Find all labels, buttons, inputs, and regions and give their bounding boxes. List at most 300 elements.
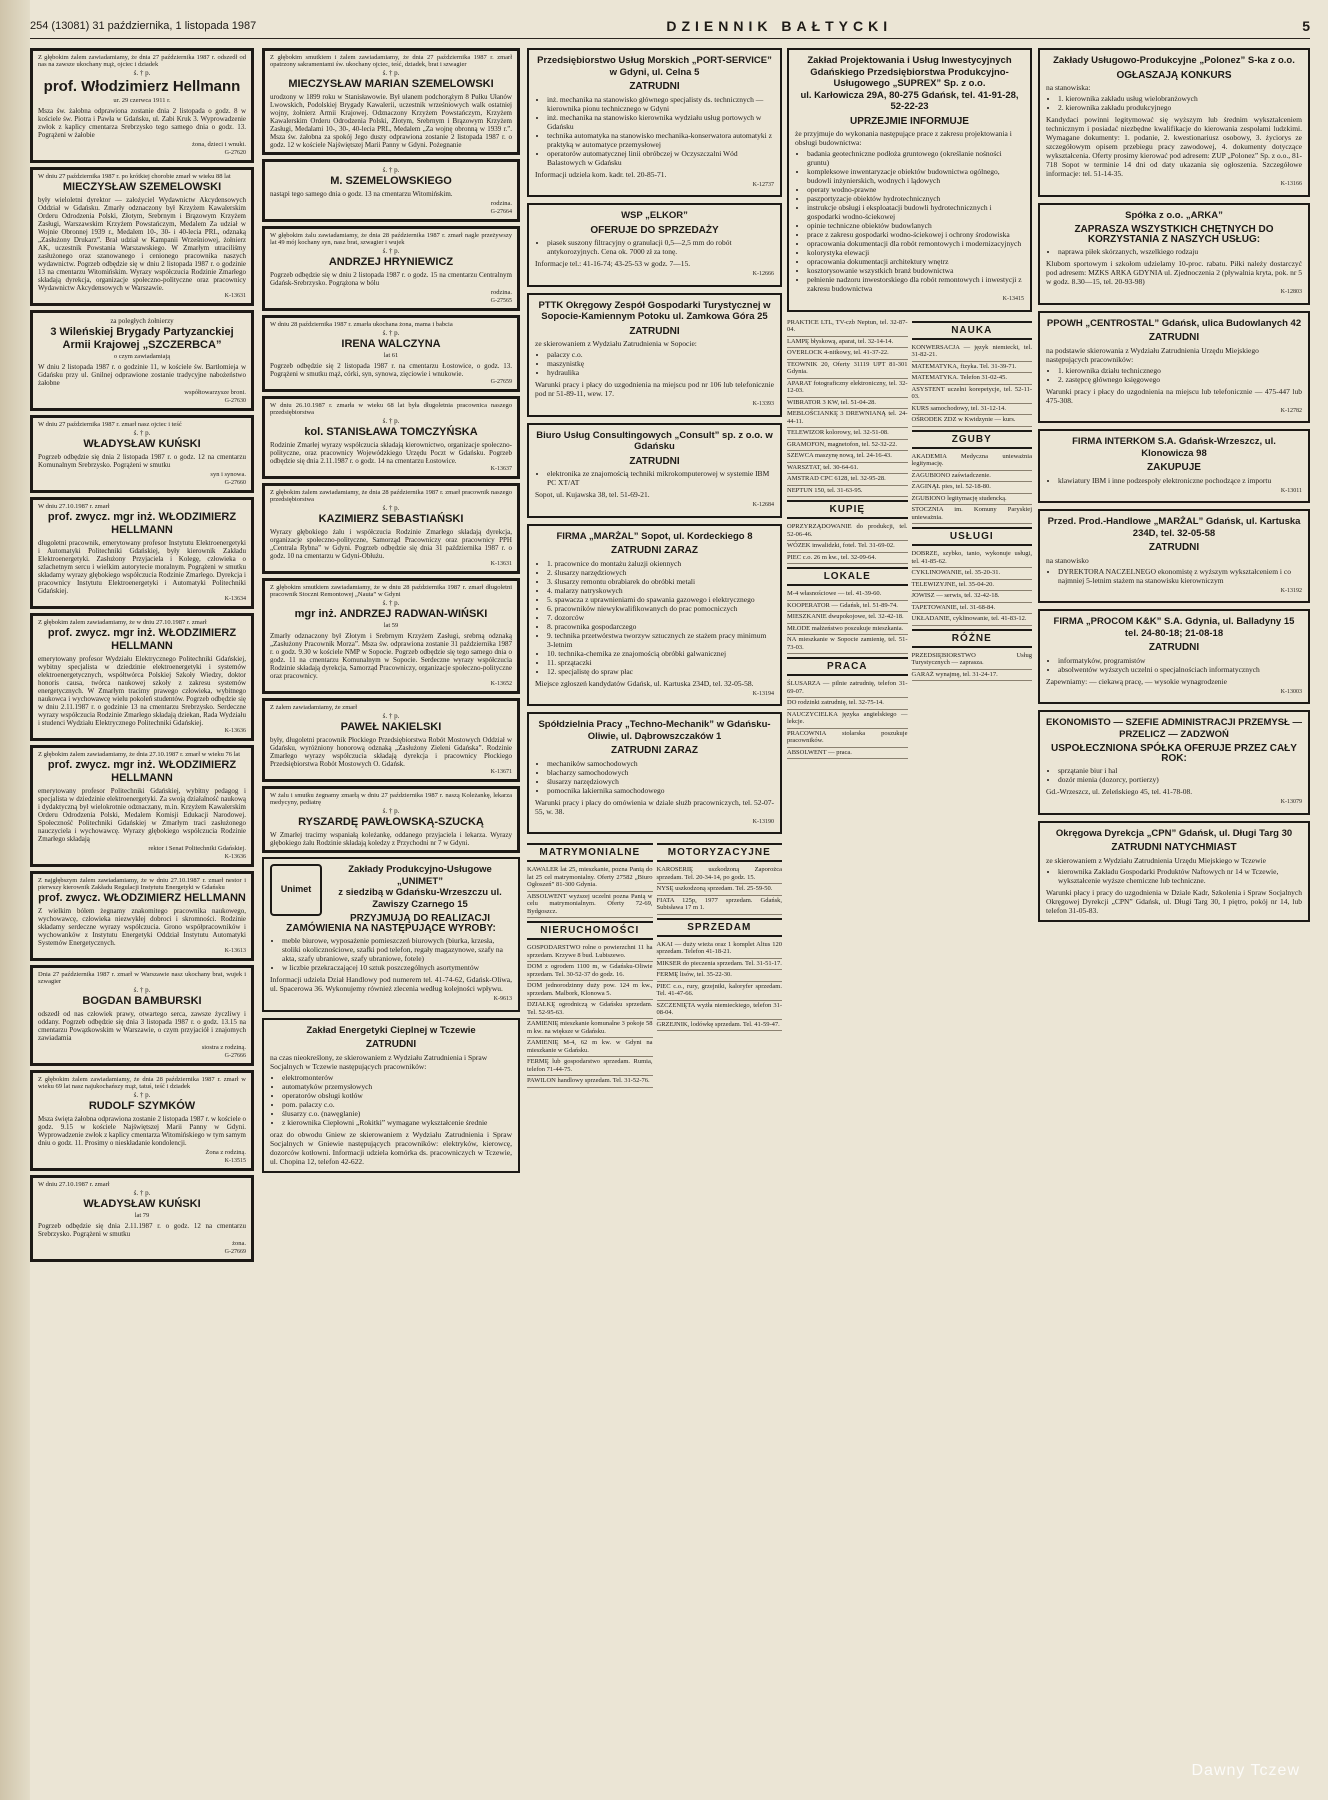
ad-list-item: • informatyków, programistów (1058, 656, 1302, 665)
ads-column-5 (1038, 48, 1310, 1788)
ad-heading: ZATRUDNI (629, 455, 680, 467)
ad-code: K-12803 (1280, 289, 1302, 295)
classified-section-heading: SPRZEDAM (657, 918, 783, 937)
classified-item: GRZEJNIK, lodówkę sprzedam. Tel. 41-59-47. (657, 1020, 783, 1032)
obituary-text: Msza święta żałobna odprawiona zostanie 2 listopada 1987 r. w kościele o godz. 9.15 w kościele Najświętszej Marii Panny w Gdyni. Wyprowadzenie zwłok z kaplicy cmentarza Witomińskiego w tym samym dniu o godz. 11. Prosimy o nieskładanie kondolencji. (38, 1115, 246, 1147)
ad-footer: Informacji udziela Dział Handlowy pod numerem tel. 41-74-62, Gdańsk-Oliwa, ul. Spacerowa 36. Wykonujemy również zlecenia według kolejności wpływu. (270, 975, 512, 993)
deceased-name: WŁADYSŁAW KUŃSKI (83, 438, 201, 450)
obituary-text: Pogrzeb odbędzie się dnia 2.11.1987 r. o godz. 12 na cmentarzu Srebrzysko. Pogrążeni w smutku (38, 1222, 246, 1238)
classified-item: ZAGUBIONO zaświadczenie. (912, 471, 1033, 483)
ad-heading: UPRZEJMIE INFORMUJE (850, 115, 969, 127)
obituary-intro: Z głębokim żalem zawiadamiamy, że dnia 27 października 1987 r. odszedł od nas na zawsze ukochany mąż, ojciec i dziadek (38, 54, 246, 68)
classified-item: MIESZKANIE dwupokojowe, tel. 32-42-18. (787, 612, 908, 624)
classified-item: M-4 własnościowe — tel. 41-39-60. (787, 589, 908, 601)
classified-item: APARAT fotograficzny elektroniczny, tel. 32-12-03. (787, 379, 908, 398)
ad-code: K-13166 (1280, 181, 1302, 187)
ad-footer: Zapewniamy: — ciekawą pracę, — wysokie wynagrodzenie (1046, 676, 1227, 686)
obituary-signature: rektor i Senat Politechniki Gdańskiej. (148, 845, 246, 852)
company-name: WSP „ELKOR” (621, 210, 688, 221)
ad-list-item: • 11. sprzątaczki (547, 658, 774, 667)
deceased-name: prof. Włodzimierz Hellmann (43, 78, 241, 95)
ad-list-item: • elektronika ze znajomością techniki mikrokomputerowej w systemie IBM PC XT/AT (547, 469, 774, 487)
ad-lead: na podstawie skierowania z Wydziału Zatrudnienia Urzędu Miejskiego następujących pracowników: (1046, 345, 1259, 364)
ad-code: K-13613 (224, 948, 246, 954)
obituary-intro: W głębokim żalu zawiadamiamy, że dnia 28 października 1987 r. zmarł nagle przeżywszy lat 49 mój kochany syn, nasz brat, szwagier i wujek (270, 232, 512, 246)
page-fold-shadow (0, 0, 30, 1800)
ad-list (1046, 94, 1302, 112)
company-address: z siedzibą w Gdańsku-Wrzeszczu ul. Zawiszy Czarnego 15 (338, 887, 502, 910)
classified-item: ŚLUSARZA — pilnie zatrudnię, telefon 31-69-07. (787, 679, 908, 698)
obituary-signature: żona. (232, 1240, 246, 1247)
advertisement (1038, 821, 1310, 922)
obituary-text: Pogrzeb odbędzie się dnia 2 listopada 1987 r. o godz. 12 na cmentarzu Komunalnym Srebrzysko. Pogrążeni w smutku (38, 453, 246, 469)
obituary-text: były wieloletni dyrektor — założyciel Wydawnictw Akcydensowych Oddział w Gdańsku. Zmarły odznaczony był Krzyżem Kawalerskim Orderu Odrodzenia Polski, Złotym, Srebrnym i Brązowym Krzyżem Zasługi, Warszawskim Krzyżem Powstańczym, Medalem Za udział w Wojnie Obronnej 1939 r., Medalem 10-, 30- i 40-lecia PRL, odznaką „Zasłużony Drukarz”. Brał udział w Kampanii Wrześniowej, żołnierz AK, uczestnik Powstania Warszawskiego. W Zmarłym utraciliśmy zasłużonego oraz szanowanego i cenionego pracownika naszych wydawnictw. Pogrzeb odbędzie się w dniu 2 listopada 1987 r. o godzinie 13 na cmentarzu Witomińskim. Wyrazy współczucia Rodzinie Zmarłego składają dyrekcja, organizacje społeczno-polityczne oraz pracownicy Wydawnictw Akcydensowych w Warszawie. (38, 196, 246, 292)
classified-section-heading: NIERUCHOMOŚCI (527, 921, 653, 940)
classified-item: MŁODE małżeństwo poszukuje mieszkania. (787, 624, 908, 636)
obituary-subline: lat 61 (383, 352, 399, 359)
classified-section-heading: PRACA (787, 657, 908, 676)
deceased-name: M. SZEMELOWSKIEGO (330, 175, 452, 187)
obituary-notice (30, 1175, 254, 1262)
deceased-name: 3 Wileńskiej Brygady Partyzanckiej Armii Krajowej „SZCZERBCA” (50, 326, 234, 351)
ad-list-item: • ślusarzy narzędziowych (547, 777, 774, 786)
classified-item: TEOWNIK 20, Oferty 31119 UPT 81-301 Gdynia. (787, 360, 908, 379)
ad-heading: ZATRUDNI (629, 325, 680, 337)
ad-code: G-27664 (490, 209, 512, 215)
ad-list-item: • inż. mechanika na stanowisko głównego specjalisty ds. technicznych — kierownika pionu technicznego w Gdyni (547, 95, 774, 113)
classified-item: PRAKTICE LTL, TV-czb Neptun, tel. 32-87-04. (787, 318, 908, 337)
company-name: Zakład Energetyki Cieplnej w Tczewie (306, 1024, 476, 1036)
ad-list-item: • kierownika Zakładu Gospodarki Produktów Naftowych nr 14 w Tczewie, wykształcenie wyższe chemiczne lub techniczne. (1058, 867, 1302, 885)
ad-lead: że przyjmuje do wykonania następujące prace z zakresu projektowania i obsługi budownictwa: (795, 129, 1012, 147)
ad-code: G-27620 (224, 150, 246, 156)
company-name: Przedsiębiorstwo Usług Morskich „PORT-SERVICE” w Gdyni, ul. Celna 5 (537, 55, 772, 78)
classified-item: AKADEMIA Medyczna unieważnia legitymację. (912, 452, 1033, 471)
company-name: Biuro Usług Consultingowych „Consult” sp. z o.o. w Gdańsku (536, 429, 773, 452)
ad-code: G-27565 (490, 298, 512, 304)
advertisement (527, 524, 782, 707)
ad-list-item: • 4. malarzy natryskowych (547, 586, 774, 595)
obituary-intro: W żalu i smutku żegnamy zmarłą w dniu 27 października 1987 r. naszą Koleżankę, lekarza medycyny, pediatrę (270, 792, 512, 806)
obituary-intro: Z głębokim żalem zawiadamiamy, że dnia 27.10.1987 r. zmarł w wieku 76 lat (38, 751, 241, 758)
ad-list-item: • kompleksowe inwentaryzacje obiektów budownictwa ogólnego, budowli inżynierskich, wodnych i lądowych (807, 167, 1024, 185)
obituary-intro: W dniu 26.10.1987 r. zmarła w wieku 68 lat była długoletnia pracownica naszego przedsiębiorstwa (270, 402, 512, 416)
deceased-name: PAWEŁ NAKIELSKI (340, 721, 442, 733)
ad-list-item: • badania geotechniczne podłoża gruntowego (określanie nośności gruntu) (807, 149, 1024, 167)
classified-item: KAROSERIĘ uszkodzoną Zaporożca sprzedam. Tel. 20-34-14, po godz. 15. (657, 865, 783, 884)
obituary-intro: W dniu 27 października 1987 r. zmarł nasz ojciec i teść (38, 421, 182, 428)
ad-list-item: • blacharzy samochodowych (547, 768, 774, 777)
obituary-signature: żona, dzieci i wnuki. (192, 141, 246, 148)
ad-heading: OGŁASZAJĄ KONKURS (1116, 69, 1232, 81)
classified-item: PRZEDSIĘBIORSTWO Usług Turystycznych — zaprasza. (912, 651, 1033, 670)
ad-list-item: • DYREKTORA NACZELNEGO ekonomistę z wyższym wykształceniem i co najmniej 5-letnim stażem na stanowisku kierowniczym (1058, 567, 1302, 585)
ad-code: G-27660 (224, 480, 246, 486)
ad-code: K-13194 (752, 690, 774, 697)
obituary-cross-mark: ś. † p. (133, 69, 151, 77)
ad-list-item: • opracowania dokumentacji architektury wnętrz (807, 257, 1024, 266)
ad-code: K-12782 (1280, 407, 1302, 414)
ad-list-item: • operatorów obsługi kotłów (282, 1091, 512, 1100)
classified-item: PIEC c.o., rury, grzejniki, kaloryfer sprzedam. Tel. 41-47-66. (657, 982, 783, 1001)
ad-list-item: • 6. pracowników niewykwalifikowanych do prac pomocniczych (547, 604, 774, 613)
deceased-name: IRENA WALCZYNA (341, 338, 441, 350)
classifieds-column-4 (787, 48, 1032, 1788)
obituary-cross-mark: ś. † p. (382, 712, 400, 720)
ad-lead: ze skierowaniem z Wydziału Zatrudnienia Urzędu Miejskiego w Tczewie (1046, 855, 1266, 865)
classified-item: GRAMOFON, magnetofon, tel. 52-32-22. (787, 440, 908, 452)
ad-list-item: • automatyków przemysłowych (282, 1082, 512, 1091)
ad-list (1046, 766, 1302, 784)
ad-code: K-13637 (490, 466, 512, 472)
ad-code: K-13190 (752, 818, 774, 825)
ad-list-item: • pomocnika lakiernika samochodowego (547, 786, 774, 795)
ad-list (1046, 476, 1302, 485)
obituary-notice (30, 965, 254, 1066)
obituary-text: były, długoletni pracownik Płockiego Przedsiębiorstwa Robót Mostowych Oddział w Gdańsku, wyróżniony honorową odznaką „Zasłużony Zieleni Gdańska”. Rodzinie Zmarłego wyrazy współczucia składają dyrekcja i pracownicy Płockiego Przedsiębiorstwa Robót Mostowych O. Gdańsk. (270, 736, 512, 768)
ad-code: K-13393 (752, 401, 774, 407)
obituary-text: długoletni pracownik, emerytowany profesor Instytutu Elektroenergetyki i Automatyki Politechniki Gdańskiej, były kierownik Zakładu Elektroenergetyki. Zasłużony Przyjaciela i Kolegę, człowieka o szlachetnym sercu i wielkim autorytecie moralnym. Pogrążeni w smutku składamy wyrazy głębokiego współczucia Rodzinie Zmarłego. Dyrekcja i pracownicy Instytutu Elektroenergetyki i Automatyki Politechniki Gdańskiej. (38, 539, 246, 595)
ad-list-item: • 12. specjalistę do spraw płac (547, 667, 774, 676)
ad-list-item: • 1. kierownika zakładu usług wielobranżowych (1058, 94, 1302, 103)
ad-footer: Warunki płacy i pracy do uzgodnienia w Dziale Kadr, Szkolenia i Spraw Socjalnych Okręgowej Dyrekcji „CPN” Gdańsk, ul. Długi Targ 30, I piętro, pokój nr 14, lub telefon 31-05-83. (1046, 887, 1302, 915)
obituary-intro: Z głębokim żalem zawiadamiamy, że dnia 28 października 1987 r. zmarł pracownik naszego przedsiębiorstwa (270, 489, 512, 503)
ad-code: K-13636 (224, 728, 246, 734)
ad-list-item: • maszynistkę (547, 359, 774, 368)
classified-item: SZEWCA maszynę nową, tel. 24-16-43. (787, 451, 908, 463)
deceased-name: ANDRZEJ HRYNIEWICZ (328, 256, 454, 268)
obituary-text: Pogrzeb odbędzie się 2 listopada 1987 r. na cmentarzu Łostowice, o godz. 13. Pogrążeni w smutku mąż, córki, syn, synowa, zięciowie i wnukowie. (270, 362, 512, 378)
obituary-signature: siostra z rodziną. (201, 1044, 246, 1051)
company-name: Okręgowa Dyrekcja „CPN” Gdańsk, ul. Długi Targ 30 (1055, 827, 1293, 839)
classified-item: STOCZNIA im. Komuny Paryskiej unieważnia. (912, 505, 1033, 524)
obituary-signature: rodzina. (490, 289, 512, 296)
obituary-intro: W dniu 27 października 1987 r. po krótkiej chorobie zmarł w wieku 88 lat (38, 173, 231, 180)
obituary-text: Wyrazy głębokiego żalu i współczucia Rodzinie Zmarłego składają dyrekcja, organizacje społeczno-polityczne, Samorząd Pracowniczy oraz pracownicy PPH „Centrala Rybna” w Gdyni. Pogrzeb odbędzie się dnia 31 października 1987 r. o godz. 10 na cmentarzu w Gdyni-Obłużu. (270, 528, 512, 560)
ad-list (1046, 656, 1302, 674)
classified-item: KURS samochodowy, tel. 31-12-14. (912, 404, 1033, 416)
ad-list-item: • inż. mechanika na stanowisko kierownika wydziału usług portowych w Gdańsku (547, 113, 774, 131)
classified-item: KAWALER lat 25, mieszkanie, pozna Panią do lat 25 cel matrymonialny. Oferty 27582 „Biuro Ogłoszeń” 81-300 Gdynia. (527, 865, 653, 892)
advertisement (1038, 203, 1310, 305)
deceased-name: RUDOLF SZYMKÓW (88, 1100, 196, 1112)
advertisement (1038, 311, 1310, 424)
obituary-intro: Z głębokim smutkiem i żalem zawiadamiamy, że dnia 27 października 1987 r. zmarł opatrzony sakramentami św. ukochany ojciec, teść, dziadek, brat i szwagier (270, 54, 512, 68)
advertisement (262, 1018, 520, 1173)
obituary-notice (262, 786, 520, 853)
ad-code: K-12666 (752, 271, 774, 277)
ad-code: K-13636 (224, 854, 246, 860)
ad-list-item: • 5. spawacza z uprawnieniami do spawania gazowego i elektrycznego (547, 595, 774, 604)
obituary-text: emerytowany profesor Politechniki Gdańskiej, wybitny pedagog i specjalista w dziedzinie elektroenergetyki. Za swoją działalność naukową i dydaktyczną był wielokrotnie odznaczany, m.in. Krzyżem Kawalerskim Orderu Odrodzenia Polski, Medalem Komisji Edukacji Narodowej. Społeczność Politechniki Gdańskiej w Zmarłym traci zasłużonego nauczyciela i wychowawcę. Wyrazy głębokiego współczucia Rodzinie Zmarłego składają (38, 787, 246, 843)
classified-item: MEBLOŚCIANKĘ 3 DREWNIANĄ tel. 24-44-11. (787, 409, 908, 428)
ad-list-item: • 8. pracownika gospodarczego (547, 622, 774, 631)
advertisement (787, 48, 1032, 312)
classified-item: DO rodzinki zatrudnię, tel. 32-75-14. (787, 698, 908, 710)
advertisement (1038, 609, 1310, 704)
classified-section-heading: MATRYMONIALNE (527, 843, 653, 862)
obituary-intro: W dniu 28 października 1987 r. zmarła ukochana żona, mama i babcia (270, 321, 453, 328)
advertisement (1038, 710, 1310, 815)
classified-item: WÓZEK inwalidzki, fotel. Tel. 31-69-02. (787, 541, 908, 553)
classified-item: MATEMATYKA. Telefon 31-02-45. (912, 373, 1033, 385)
ad-list (535, 350, 774, 377)
ad-code: G-27659 (490, 379, 512, 385)
ad-footer: Warunki pracy i płacy do uzgodnienia na miejscu lub telefonicznie — 475-447 lub 475-308. (1046, 386, 1302, 405)
classified-section-heading: MOTORYZACYJNE (657, 843, 783, 862)
obituary-notice (262, 159, 520, 222)
deceased-name: prof. zwycz. mgr inż. WŁODZIMIERZ HELLMANN (47, 759, 237, 784)
obituary-text: urodzony w 1899 roku w Stanisławowie. Był ułanem podchorążym 8 Pułku Ułanów Lwowskich, Podolskiej Brygady Kawalerii, uczestnik wrześniowych walk ostatniej wojny, żołnierz Armii Krajowej. Odznaczony Krzyżem Powstańczym, Krzyżem Kawalerskim Orderu Odrodzenia Polski, Złotym, Srebrnym i Brązowym Krzyżem Zasługi, Medalami 10-, 30-, 40-lecia PRL, Medalem „Za wojnę obronną w 1939 r.”. Msza św. żałobna za spokój Jego duszy odprawiona zostanie 2 listopada 1987 r. o godz. 12 w kościele Najświętszej Marii Panny w Gdyni. Pożegnanie (270, 93, 512, 149)
ad-list-item: • 1. pracownice do montażu żaluzji okiennych (547, 559, 774, 568)
obituary-cross-mark: ś. † p. (133, 1091, 151, 1099)
obituary-notice (262, 698, 520, 782)
obituary-cross-mark: ś. † p. (382, 417, 400, 425)
obituary-cross-mark: ś. † p. (133, 1189, 151, 1197)
obituary-text: emerytowany profesor Wydziału Elektrycznego Politechniki Gdańskiej, wybitny specjalista w dziedzinie elektroenergetyki i systemów elektroenergetycznych, współtwórca Polskiej Szkoły Wiedzy, doktor honoris causa, twórca naukowej szkoły z zakresu systemów energetycznych. W Zmarłym tracimy prawego człowieka, wybitnego naukowca i wychowawcę wielu pokoleń studentów. Pogrzeb odbędzie się w dniu 2.11.1987 r. o godzinie 13 na cmentarzu Srebrzysko. Serdeczne wyrazy współczucia Rodzinie Zmarłego składają dziekan, Rada Wydziału i studenci Wydziału Elektrycznego Politechniki Gdańskiej. (38, 655, 246, 727)
ad-list (1046, 247, 1302, 256)
ad-footer: Miejsce zgłoszeń kandydatów Gdańsk, ul. Kartuska 234D, tel. 32-05-58. (535, 678, 754, 688)
obituary-notice (30, 613, 254, 741)
ad-list-item: • 10. technika-chemika ze znajomością obróbki galwanicznej (547, 649, 774, 658)
classifieds-subcol-b (657, 840, 783, 1088)
ad-code: K-13634 (224, 596, 246, 602)
ad-list-item: • instrukcje obsługi i eksploatacji budowli hydrotechnicznych i gospodarki wodno-ściekowej (807, 203, 1024, 221)
obituary-notice (30, 415, 254, 493)
ad-heading: ZAKUPUJE (1147, 462, 1201, 473)
obituary-notice (30, 48, 254, 163)
ad-list-item: • z kierownika Ciepłowni „Rokitki” wymagane wykształcenie średnie (282, 1118, 512, 1127)
classified-item: PIEC c.o. 26 m kw., tel. 32-09-64. (787, 553, 908, 565)
obituary-notice (262, 396, 520, 479)
page-header (30, 14, 1310, 39)
advertisement (527, 203, 782, 287)
col4-subcol-b (912, 318, 1033, 760)
obituary-cross-mark: za poległych żołnierzy (110, 317, 174, 325)
ad-list-item: • naprawa piłek skórzanych, wszelkiego rodzaju (1058, 247, 1302, 256)
classified-item: UKŁADANIE, cyklinowanie, tel. 41-83-12. (912, 614, 1033, 626)
obituary-notice (30, 745, 254, 867)
classified-item: TELEWIZOR kolorowy, tel. 32-51-08. (787, 428, 908, 440)
advertisement (1038, 48, 1310, 197)
company-name: Przed. Prod.-Handlowe „MARŻAL” Gdańsk, ul. Kartuska 234D, tel. 32-05-58 (1047, 516, 1301, 539)
obituary-signature: syn i synowa. (210, 471, 246, 478)
classifieds-subcol-a (527, 840, 653, 1088)
ad-footer: Sopot, ul. Kujawska 38, tel. 51-69-21. (535, 490, 650, 499)
obituary-intro: Z głębokim żalem zawiadamiamy, że w dniu 27.10.1987 r. zmarł (38, 619, 207, 626)
ad-list-item: • palaczy c.o. (547, 350, 774, 359)
ad-list-item: • 3. ślusarzy remontu obrabiarek do obróbki metali (547, 577, 774, 586)
ad-code: K-13631 (224, 293, 246, 299)
company-name: Zakład Projektowania i Usług Inwestycyjnych Gdańskiego Przedsiębiorstwa Produkcyjno-Usługowego „SUPREX” Sp. z o.o. (807, 55, 1012, 89)
ad-heading: ZAPRASZA WSZYSTKICH CHĘTNYCH DO KORZYSTANIA Z NASZYCH USŁUG: (1074, 224, 1274, 245)
classified-item: OVERLOCK 4-nitkowy, tel. 41-37-22. (787, 348, 908, 360)
ad-footer: Informacje tel.: 41-16-74; 43-25-53 w godz. 7—15. (535, 259, 691, 268)
ad-list-item: • kolorystyka elewacji (807, 248, 1024, 257)
classified-section-heading: KUPIĘ (787, 500, 908, 519)
obituary-intro: Z głębokim żalem zawiadamiamy, że dnia 28 października 1987 r. zmarł w wieku 69 lat nasz najukochańszy mąż, tatuś, teść i dziadek (38, 1076, 246, 1090)
obituary-notice (30, 1070, 254, 1171)
ad-heading: ZATRUDNI (365, 1039, 417, 1050)
classified-item: MIKSER do pieczenia sprzedam. Tel. 31-51-17. (657, 959, 783, 971)
ad-list (1046, 366, 1302, 384)
obituary-signature: Żona z rodziną. (205, 1149, 246, 1156)
classified-item: ABSOLWENT wyższej uczelni pozna Panią w celu matrymonialnym. Oferty 72-69, Bydgoszcz. (527, 892, 653, 919)
obituary-text: Pogrzeb odbędzie się w dniu 2 listopada 1987 r. o godz. 15 na cmentarzu Centralnym Gdańsk-Srebrzysko. Pogrążona w bólu (270, 271, 512, 287)
obituary-cross-mark: ś. † p. (382, 166, 400, 174)
obituary-cross-mark: ś. † p. (382, 504, 400, 512)
advertisement (262, 857, 520, 1012)
ad-list (1046, 567, 1302, 585)
advertisement (1038, 509, 1310, 603)
ad-code: K-13652 (490, 681, 512, 687)
obituary-signature: współtowarzysze broni. (184, 389, 246, 396)
obituary-notice (262, 226, 520, 311)
ad-list-item: • sprzątanie biur i hal (1058, 766, 1302, 775)
ad-heading: ZATRUDNI ZARAZ (610, 545, 699, 556)
deceased-name: prof. zwycz. WŁODZIMIERZ HELLMANN (38, 892, 246, 904)
obituary-intro: W dniu 27.10.1987 r. zmarł (38, 503, 110, 510)
ad-code: K-13415 (1002, 296, 1024, 302)
obituary-subline: ur. 29 czerwca 1911 r. (113, 97, 171, 104)
classified-section-heading: ZGUBY (912, 430, 1033, 449)
company-name: EKONOMISTO — SZEFIE ADMINISTRACJI PRZEMYSŁ — PRZELICZ — ZADZWOŃ (1046, 717, 1302, 740)
classified-item: AMSTRAD CPC 6128, tel. 32-95-28. (787, 474, 908, 486)
ad-footer: Warunki pracy i płacy do uzgodnienia na miejscu pod nr 106 lub telefonicznie pod nr 51-89-11, wew. 17. (535, 380, 774, 398)
obituary-notice (30, 871, 254, 961)
ad-list-item: • 9. technika przetwórstwa tworzyw sztucznych ze stażem pracy minimum 3-letnim (547, 631, 774, 649)
obituary-notice (262, 48, 520, 155)
unimet-logo: Unimet (270, 864, 322, 916)
ad-code: K-13079 (1280, 799, 1302, 805)
classified-item: ZAMIENIĘ mieszkanie komunalne 3 pokoje 58 m kw. na większe w Gdańsku. (527, 1019, 653, 1038)
company-name: Zakłady Produkcyjno-Usługowe „UNIMET” (348, 864, 492, 887)
ad-code: K-13003 (1280, 688, 1302, 695)
obituary-text: odszedł od nas człowiek prawy, otwartego serca, zawsze życzliwy i oddany. Pogrzeb odbędzie się dnia 3 listopada 1987 r. o godz. 13.15 na cmentarzu Powązkowskim w Warszawie, o czym przyjaciół i znajomych zawiadamia (38, 1010, 246, 1042)
ad-heading: PRZYJMUJĄ DO REALIZACJI ZAMÓWIENIA NA NASTĘPUJĄCE WYROBY: (286, 913, 496, 934)
ad-list-item: • prace z zakresu gospodarki wodno-ściekowej i ochrony środowiska (807, 230, 1024, 239)
ad-list-item: • mechaników samochodowych (547, 759, 774, 768)
obituary-subline: lat 79 (134, 1212, 150, 1219)
classified-item: JOWISZ — serwis, tel. 32-42-18. (912, 591, 1033, 603)
classified-item: KOOPERATOR — Gdańsk, tel. 51-89-74. (787, 601, 908, 613)
company-name: Spółdzielnia Pracy „Techno-Mechanik” w Gdańsku-Oliwie, ul. Dąbrowszczaków 1 (538, 719, 771, 742)
ad-list-item: • meble biurowe, wyposażenie pomieszczeń biurowych (biurka, krzesła, stoliki okolicznościowe, szafki pod telefon, regały magazynowe, szafy na akta, szafy ubraniowe, szafy ubraniowe, fotele) (282, 936, 512, 963)
company-name: PTTK Okręgowy Zespół Gospodarki Turystycznej w Sopocie-Kamiennym Potoku ul. Zamkowa Góra 25 (538, 299, 771, 322)
ad-lead: na stanowisko (1046, 555, 1089, 565)
obituary-subline: o czym zawiadamiają (113, 353, 171, 360)
obituary-intro: W dniu 27.10.1987 r. zmarł (38, 1181, 110, 1188)
obituary-cross-mark: ś. † p. (382, 807, 400, 815)
col4-split (787, 318, 1032, 760)
classified-item: KONWERSACJA — język niemiecki, tel. 31-82-21. (912, 343, 1033, 362)
classified-item: GARAŻ wynajmę, tel. 31-24-17. (912, 670, 1033, 682)
newspaper-title: DZIENNIK BAŁTYCKI (666, 18, 893, 34)
ad-list-item: • 2. kierownika zakładu produkcyjnego (1058, 103, 1302, 112)
classified-item: NAUCZYCIELKA języka angielskiego — lekcje. (787, 710, 908, 729)
ad-list (1046, 867, 1302, 885)
obituary-cross-mark: ś. † p. (382, 599, 400, 607)
obituary-intro: Dnia 27 października 1987 r. zmarł w Warszawie nasz ukochany brat, wujek i szwagier (38, 971, 246, 985)
ad-list-item: • klawiatury IBM i inne podzespoły elektroniczne pochodzące z importu (1058, 476, 1302, 485)
ad-list (535, 759, 774, 795)
deceased-name: mgr inż. ANDRZEJ RADWAN-WIŃSKI (294, 608, 488, 620)
page-number: 5 (1302, 18, 1310, 34)
ad-list-item: • 2. ślusarzy narzędziowych (547, 568, 774, 577)
ad-footer: Warunki pracy i płacy do omówienia w dziale służb pracowniczych, tel. 52-07-55, w. 38. (535, 797, 774, 816)
classified-section-heading: RÓŻNE (912, 629, 1033, 648)
classified-item: NA mieszkanie w Sopocie zamienię, tel. 51-73-03. (787, 635, 908, 654)
ad-code: K-13192 (1280, 587, 1302, 594)
classified-item: ASYSTENT uczelni korepetycje, tel. 52-11-03. (912, 385, 1033, 404)
obituary-intro: Z najgłębszym żalem zawiadamiamy, że w dniu 27.10.1987 r. zmarł nestor i pierwszy kierownik Zakładu Regulacji Instytutu Energetyki w Gdańsku (38, 877, 246, 891)
advertisement (527, 293, 782, 417)
ad-list-item: • pom. palaczy c.o. (282, 1100, 512, 1109)
ad-heading: OFERUJE DO SPRZEDAŻY (590, 224, 719, 236)
classified-item: LAMPĘ błyskową, aparat, tel. 32-14-14. (787, 337, 908, 349)
ad-list-item: • 2. zastępcę głównego księgowego (1058, 375, 1302, 384)
ad-list-item: • opinie techniczne obiektów budowlanych (807, 221, 1024, 230)
company-address: ul. Karłowicza 29A, 80-275 Gdańsk, tel. 41-91-28, 52-22-23 (800, 89, 1019, 112)
classified-item: GOSPODARSTWO rolne o powierzchni 11 ha sprzedam. Krzywe 8 bud. Lubiszewo. (527, 943, 653, 962)
ad-code: K-9613 (493, 996, 512, 1002)
obituary-cross-mark: ś. † p. (133, 429, 151, 437)
classified-item: CYKLINOWANIE, tel. 35-20-31. (912, 568, 1033, 580)
ad-list (795, 149, 1024, 293)
ad-heading: ZATRUDNI (629, 81, 680, 92)
classified-item: FERMĘ lisów, tel. 35-22-30. (657, 970, 783, 982)
ad-code: K-13631 (490, 561, 512, 567)
classified-item: PRACOWNIA stolarska poszukuje pracowników. (787, 729, 908, 748)
ad-heading: USPOŁECZNIONA SPÓŁKA OFERUJE PRZEZ CAŁY ROK: (1051, 743, 1297, 764)
ads-column-3 (527, 48, 782, 1788)
ad-list-item: • dozór mienia (dozorcy, portierzy) (1058, 775, 1302, 784)
ad-footer: Kandydaci powinni legitymować się wyższym lub średnim wykształceniem technicznym i posiadać niezbędne kwalifikacje do kierowania zespołami ludzkimi. Wymagane dokumenty: 1. podanie, 2. kwestionariusz osobowy, 3. życiorys ze szczegółowym opisem przebiegu pracy zawodowej, 4. dokumenty dotyczące wykształcenia. Oferty prosimy kierować pod adresem: ZUP „Polonez” Sp. z o.o., 81-718 Sopot w terminie 14 dni od daty ukazania się ogłoszenia. Szczegółowe informacje: tel. 51-14-35. (1046, 115, 1302, 178)
deceased-name: MIECZYSŁAW MARIAN SZEMELOWSKI (288, 78, 494, 90)
ad-list-item: • piasek suszony filtracyjny o granulacji 0,5—2,5 mm do robót antykorozyjnych. Cena ok. 7000 zł za tonę. (547, 238, 774, 256)
classified-item: WARSZTAT, tel. 30-64-61. (787, 463, 908, 475)
classified-item: FERMĘ lub gospodarstwo sprzedam. Rumia, telefon 71-44-75. (527, 1057, 653, 1076)
ad-code: G-27630 (224, 398, 246, 404)
deceased-name: KAZIMIERZ SEBASTIAŃSKI (318, 513, 464, 525)
ad-list-item: • ślusarzy c.o. (nawęglanie) (282, 1109, 512, 1118)
ad-list-item: • absolwentów wyższych uczelni o specjalnościach informatycznych (1058, 665, 1302, 674)
company-name: Zakłady Usługowo-Produkcyjne „Polonez” S-ka z o.o. (1053, 55, 1295, 66)
classified-item: ZAMIENIĘ M-4, 62 m kw. w Gdyni na mieszkanie w Gdańsku. (527, 1038, 653, 1057)
company-name: FIRMA „PROCOM K&K” S.A. Gdynia, ul. Balladyny 15 tel. 24-80-18; 21-08-18 (1053, 616, 1295, 639)
company-name: FIRMA INTERKOM S.A. Gdańsk-Wrzeszcz, ul. Klonowicza 98 (1072, 436, 1276, 459)
ad-list (535, 95, 774, 167)
ad-list-item: • paszportyzacje obiektów hydrotechnicznych (807, 194, 1024, 203)
classified-item: NEPTUN 150, tel. 31-63-95. (787, 486, 908, 498)
ad-list-item: • pełnienie nadzoru inwestorskiego dla robót remontowych i inwestycji z zakresu budownictwa (807, 275, 1024, 293)
classified-item: SZCZENIĘTA wyżła niemieckiego, telefon 31-08-04. (657, 1001, 783, 1020)
ad-lead: ze skierowaniem z Wydziału Zatrudnienia w Sopocie: (535, 339, 697, 348)
ad-list-item: • w liczbie przekraczającej 10 sztuk poszczególnych asortymentów (282, 963, 512, 972)
obituary-cross-mark: ś. † p. (133, 986, 151, 994)
classified-section-heading: USŁUGI (912, 527, 1033, 546)
ad-footer: Gd.-Wrzeszcz, ul. Zeleńskiego 45, tel. 41-78-08. (1046, 787, 1193, 796)
ad-list-item: • hydraulika (547, 368, 774, 377)
obituary-column-2 (262, 48, 520, 1788)
ad-list (535, 469, 774, 487)
deceased-name: RYSZARDĘ PAWŁOWSKĄ-SZUCKĄ (298, 816, 484, 828)
ad-code: K-12684 (752, 502, 774, 508)
deceased-name: kol. STANISŁAWA TOMCZYŃSKA (304, 426, 478, 438)
col4-subcol-a (787, 318, 908, 760)
ad-code: K-13515 (224, 1158, 246, 1164)
obituary-cross-mark: ś. † p. (382, 69, 400, 77)
